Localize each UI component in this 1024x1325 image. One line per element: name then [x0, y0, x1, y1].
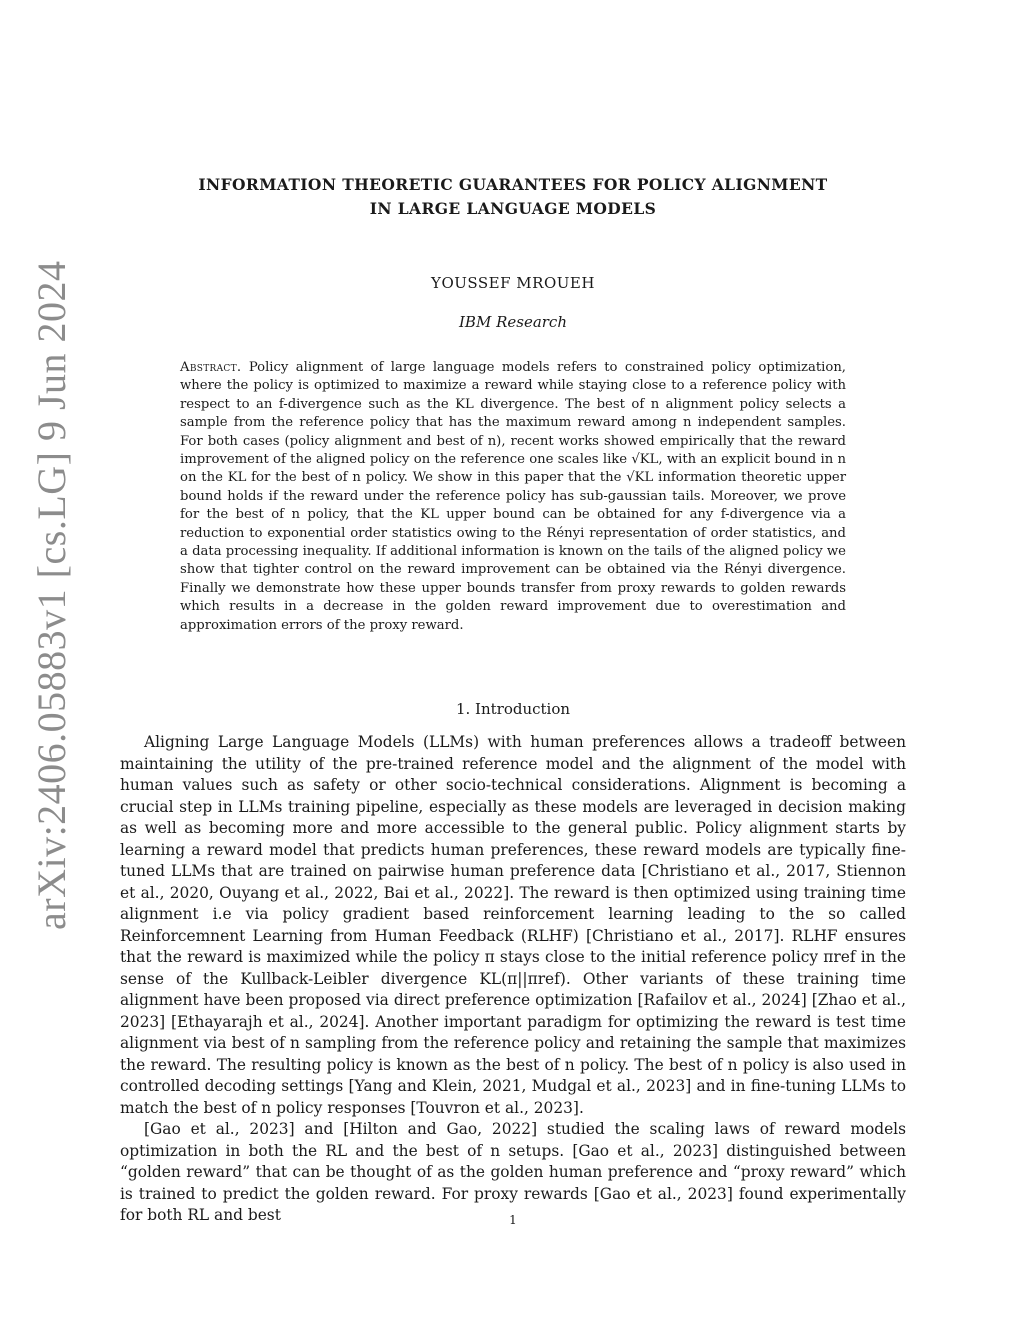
author-name: YOUSSEF MROUEH [431, 274, 595, 292]
abstract [180, 359, 846, 635]
author-affiliation: IBM Research [459, 313, 567, 331]
paragraph-2: [Gao et al., 2023] and [Hilton and Gao, 2022] studied the scaling laws of reward models optimization in both the RL and the best of n setups. [Gao et al., 2023] distinguished between “golden reward” that can be thought of as the golden human preference and “proxy reward” which is trained to predict the golden reward. For proxy rewards [Gao et al., 2023] found experimentally for both RL and best [120, 1120, 906, 1224]
introduction-body [120, 732, 906, 1227]
abstract-label: Abstract. [180, 360, 242, 375]
arxiv-identifier: arXiv:2406.05883v1 [cs.LG] 9 Jun 2024 [29, 260, 74, 930]
title-line-2: IN LARGE LANGUAGE MODELS [369, 199, 657, 218]
page-number: 1 [509, 1213, 517, 1227]
title-line-1: INFORMATION THEORETIC GUARANTEES FOR POLICY ALIGNMENT [198, 175, 828, 194]
paper-title [120, 173, 906, 221]
abstract-text: Policy alignment of large language models refers to constrained policy optimization, where the policy is optimized to maximize a reward while staying close to a reference policy with respect to an f-divergence such as the KL divergence. The best of n alignment policy selects a sample from the reference policy that has the maximum reward among n independent samples. For both cases (policy alignment and best of n), recent works showed empirically that the reward improvement of the aligned policy on the reference one scales like √KL, with an explicit bound in n on the KL for the best of n policy. We show in this paper that the √KL information theoretic upper bound holds if the reward under the reference policy has sub-gaussian tails. Moreover, we prove for the best of n policy, that the KL upper bound can be obtained for any f-divergence via a reduction to exponential order statistics owing to the Rényi representation of order statistics, and a data processing inequality. If additional information is known on the tails of the aligned policy we show that tighter control on the reward improvement can be obtained via the Rényi divergence. Finally we demonstrate how these upper bounds transfer from proxy rewards to golden rewards which results in a decrease in the golden reward improvement due to overestimation and approximation errors of the proxy reward. [180, 360, 846, 633]
paragraph-1: Aligning Large Language Models (LLMs) with human preferences allows a tradeoff between maintaining the utility of the pre-trained reference model and the alignment of the model with human values such as safety or other socio-technical considerations. Alignment is becoming a crucial step in LLMs training pipeline, especially as these models are leveraged in decision making as well as becoming more and more accessible to the general public. Policy alignment starts by learning a reward model that predicts human preferences, these reward models are typically fine-tuned LLMs that are trained on pairwise human preference data [Christiano et al., 2017, Stiennon et al., 2020, Ouyang et al., 2022, Bai et al., 2022]. The reward is then optimized using training time alignment i.e via policy gradient based reinforcement learning leading to the so called Reinforcemnent Learning from Human Feedback (RLHF) [Christiano et al., 2017]. RLHF ensures that the reward is maximized while the policy π stays close to the initial reference policy πref in the sense of the Kullback-Leibler divergence KL(π||πref). Other variants of these training time alignment have been proposed via direct preference optimization [Rafailov et al., 2024] [Zhao et al., 2023] [Ethayarajh et al., 2024]. Another important paradigm for optimizing the reward is test time alignment via best of n sampling from the reference policy and retaining the sample that maximizes the reward. The resulting policy is known as the best of n policy. The best of n policy is also used in controlled decoding settings [Yang and Klein, 2021, Mudgal et al., 2023] and in fine-tuning LLMs to match the best of n policy responses [Touvron et al., 2023]. [120, 733, 906, 1117]
section-heading-introduction: 1. Introduction [455, 700, 571, 718]
